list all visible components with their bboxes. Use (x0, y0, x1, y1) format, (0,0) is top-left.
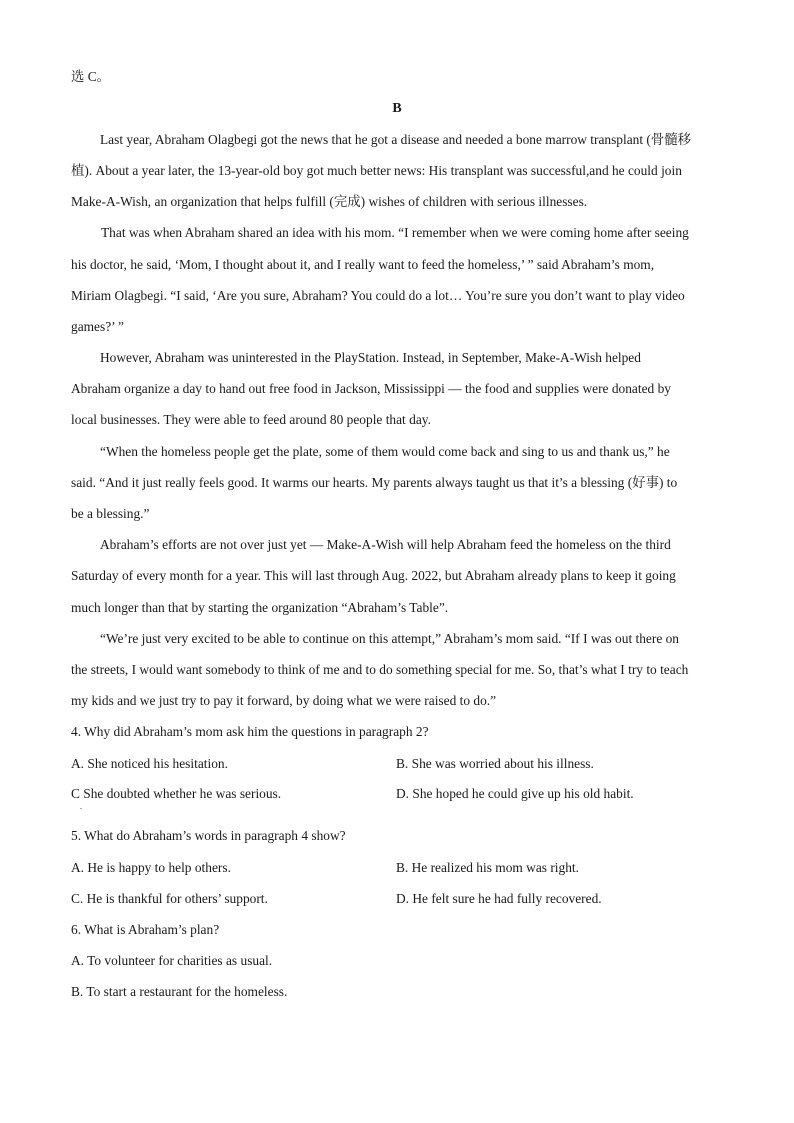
passage-line: Abraham organize a day to hand out free food in Jackson, Mississippi — the food and supplies were donated by (71, 381, 671, 396)
passage-line: That was when Abraham shared an idea with his mom. “I remember when we were coming home after seeing (101, 225, 689, 240)
previous-answer: 选 C。 (71, 69, 111, 84)
question-4-option-d[interactable]: D. She hoped he could give up his old habit. (396, 786, 634, 801)
passage-line: “When the homeless people get the plate, some of them would come back and sing to us and thank us,” he (100, 444, 670, 459)
question-4-option-b[interactable]: B. She was worried about his illness. (396, 756, 594, 771)
passage-line: Make-A-Wish, an organization that helps fulfill (完成) wishes of children with serious illnesses. (71, 194, 588, 209)
passage-line: his doctor, he said, ‘Mom, I thought about it, and I really want to feed the homeless,’ ” said Abraham’s mom, (71, 257, 655, 272)
passage-line: said. “And it just really feels good. It warms our hearts. My parents always taught us that it’s a blessing (好事) to (71, 475, 678, 490)
question-6-option-a[interactable]: A. To volunteer for charities as usual. (71, 953, 273, 968)
question-4-stem: 4. Why did Abraham’s mom ask him the questions in paragraph 2? (71, 724, 429, 739)
passage-line: much longer than that by starting the organization “Abraham’s Table”. (71, 600, 449, 615)
passage-line: the streets, I would want somebody to think of me and to do something special for me. So, that’s what I try to teach (71, 662, 689, 677)
passage-line: Last year, Abraham Olagbegi got the news that he got a disease and needed a bone marrow transplant (骨髓移 (100, 132, 692, 147)
passage-line: However, Abraham was uninterested in the PlayStation. Instead, in September, Make-A-Wish helped (100, 350, 641, 365)
passage-line: be a blessing.” (71, 506, 150, 521)
question-4-option-c[interactable]: C She doubted whether he was serious. (71, 786, 282, 801)
question-6-option-b[interactable]: B. To start a restaurant for the homeless. (71, 984, 288, 999)
passage-line: local businesses. They were able to feed around 80 people that day. (71, 412, 431, 427)
question-5-option-b[interactable]: B. He realized his mom was right. (396, 860, 579, 875)
passage-line: Saturday of every month for a year. This will last through Aug. 2022, but Abraham already plans to keep it going (71, 568, 676, 583)
passage-line: “We’re just very excited to be able to continue on this attempt,” Abraham’s mom said. “If I was out there on (100, 631, 680, 646)
question-5-option-d[interactable]: D. He felt sure he had fully recovered. (396, 891, 602, 906)
question-5-option-c[interactable]: C. He is thankful for others’ support. (71, 891, 268, 906)
passage-line: 植). About a year later, the 13-year-old boy got much better news: His transplant was successful,and he could join (71, 163, 682, 178)
passage-line: games?’ ” (71, 319, 124, 334)
question-5-stem: 5. What do Abraham’s words in paragraph 4 show? (71, 828, 346, 843)
stray-period-mark: . (80, 802, 82, 811)
passage-line: Miriam Olagbegi. “I said, ‘Are you sure, Abraham? You could do a lot… You’re sure you don’t want to play video (71, 288, 685, 303)
passage-line: Abraham’s efforts are not over just yet — Make-A-Wish will help Abraham feed the homeless on the third (100, 537, 671, 552)
passage-line: my kids and we just try to pay it forward, by doing what we were raised to do.” (71, 693, 497, 708)
section-heading: B (392, 101, 402, 116)
question-4-option-a[interactable]: A. She noticed his hesitation. (71, 756, 228, 771)
question-5-option-a[interactable]: A. He is happy to help others. (71, 860, 231, 875)
question-6-stem: 6. What is Abraham’s plan? (71, 922, 220, 937)
